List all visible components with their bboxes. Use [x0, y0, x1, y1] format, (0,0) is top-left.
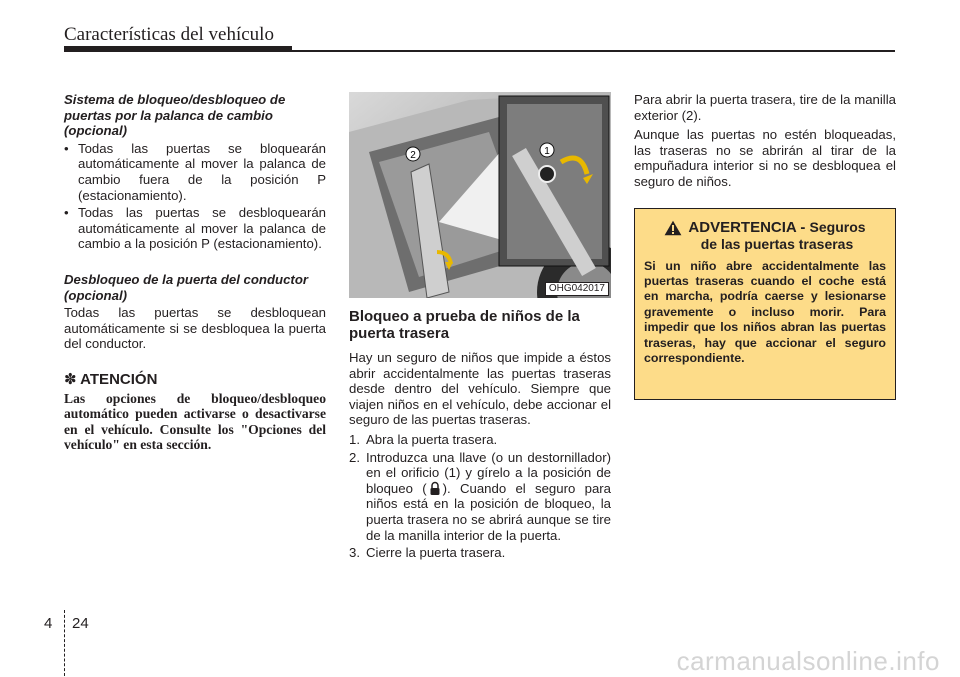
step-text: Abra la puerta trasera.	[366, 431, 498, 447]
bullet-item: • Todas las puertas se desbloquearán automáticamente al mover la palanca de cambio a la posición P (estacionamiento).	[64, 205, 326, 252]
paragraph-open-rear-door: Para abrir la puerta trasera, tire de la manilla exterior (2).	[634, 92, 896, 123]
step-item	[349, 432, 611, 448]
paragraph-driver-unlock: Todas las puertas se desbloquean automáticamente si se desbloquea la puerta del conductor.	[64, 305, 326, 352]
attention-body: Las opciones de bloqueo/desbloqueo automático pueden activarse o desactivarse en el vehículo. Consulte los "Opciones del vehículo" en esta sección.	[64, 390, 326, 453]
steps-list	[349, 432, 611, 561]
step-item	[349, 545, 611, 561]
callout-1: 1	[544, 146, 550, 157]
warning-triangle-icon	[664, 220, 682, 236]
callout-2: 2	[410, 150, 416, 161]
rear-door-illustration	[349, 92, 611, 298]
column-right	[634, 92, 896, 400]
footer-divider	[64, 610, 65, 676]
warning-subtitle-b: de las puertas traseras	[700, 235, 854, 252]
paragraph-child-lock-intro: Hay un seguro de niños que impide a éstos abrir accidentalmente las puertas traseras desde dentro del vehículo. Siempre que viajen niños en el vehículo, debe accionar el seguro de las puertas traseras.	[349, 350, 611, 428]
bullet-list	[64, 141, 326, 252]
warning-body: Si un niño abre accidentalmente las puertas traseras cuando el coche está en marcha, podría caerse y lesionarse gravemente o incluso morir. Para impedir que los niños abran las puertas traseras, hay que accionar el seguro correspondiente.	[644, 258, 886, 365]
bullet-item: • Todas las puertas se bloquearán automáticamente al mover la palanca de cambio fuera de la posición P (estacionamiento).	[64, 141, 326, 203]
subheading-driver-unlock: Desbloqueo de la puerta del conductor (opcional)	[64, 271, 309, 303]
paragraph-inner-handle: Aunque las puertas no estén bloqueadas, las traseras no se abrirán al tirar de la empuñadura interior si no se desbloquea el seguro de niños.	[634, 127, 896, 189]
step-number: 1.	[349, 431, 360, 447]
door-lock-figure	[349, 92, 611, 298]
warning-title-label: ADVERTENCIA -	[688, 218, 806, 236]
watermark-text: carmanualsonline.info	[676, 646, 940, 676]
lock-icon	[429, 481, 441, 496]
header-rule-thin	[292, 50, 895, 52]
step-text-b: ). Cuando el seguro para niños está en la posición de bloqueo, la puerta trasera no se abrirá aunque se tire de la manilla interior de la puerta.	[366, 480, 611, 543]
step-text-a: Introduzca una llave (o un destornillador) en el orificio (1) y gírelo a la posición de bloqueo (	[366, 449, 611, 496]
warning-title	[688, 219, 865, 253]
step-number: 3.	[349, 545, 360, 561]
step-text: Cierre la puerta trasera.	[366, 545, 506, 561]
warning-box	[634, 208, 896, 400]
header-rule-thick	[64, 46, 292, 52]
page-header-title: Características del vehículo	[64, 24, 274, 45]
subheading-shift-lock: Sistema de bloqueo/desbloqueo de puertas por la palanca de cambio (opcional)	[64, 92, 286, 139]
section-title-child-lock: Bloqueo a prueba de niños de la puerta trasera	[349, 308, 580, 342]
column-middle	[349, 92, 611, 563]
step-item	[349, 450, 611, 544]
column-left	[64, 92, 326, 453]
warning-subtitle-a: Seguros	[809, 218, 866, 235]
warning-header	[644, 219, 886, 253]
footer-page-number: 24	[72, 615, 89, 632]
attention-heading: ✽ ATENCIÓN	[64, 370, 158, 388]
step-number: 2.	[349, 449, 360, 465]
figure-code-label: OHG042017	[545, 282, 609, 296]
footer-chapter-number: 4	[44, 615, 53, 632]
